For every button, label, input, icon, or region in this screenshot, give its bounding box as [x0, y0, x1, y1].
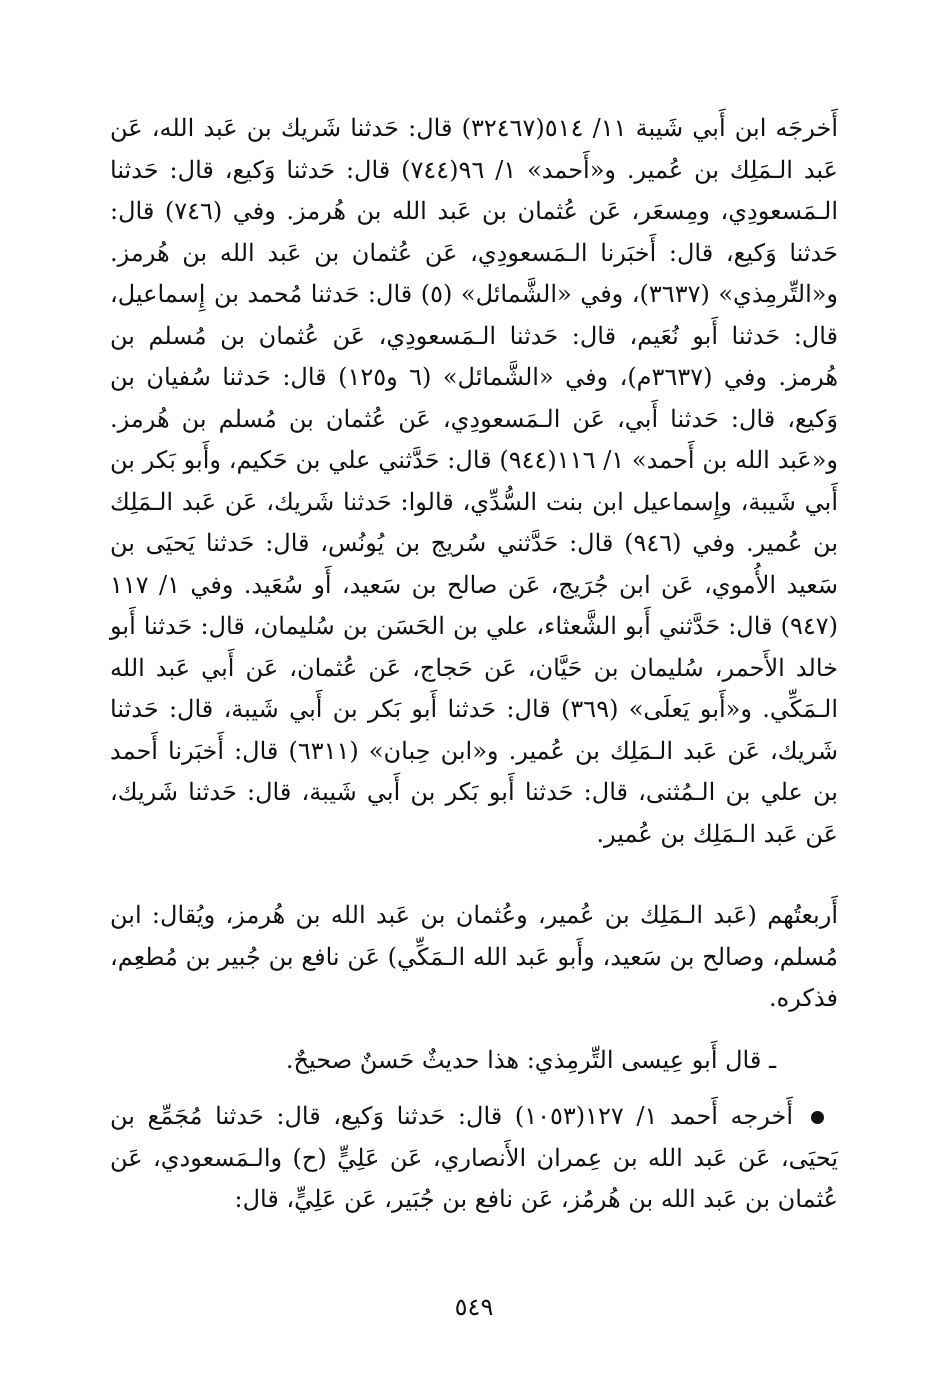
paragraph-bullet-entry: [110, 1096, 838, 1221]
paragraph-takhrij-main: أَخرجَه ابن أَبي شَيبة ١١/ ٥١٤(٣٢٤٦٧) قال: حَدثنا شَريك بن عَبد الله، عَن عَبد الـمَلِك بن عُمير. و«أَحمد» ١/ ٩٦(٧٤٤) قال: حَدثنا وَكيع، قال: حَدثنا الـمَسعودِي، ومِسعَر، عَن عُثمان بن عَبد الله بن هُرمز. وفي (٧٤٦) قال: حَدثنا وَكيع، قال: أَخبَرنا الـمَسعودِي، عَن عُثمان بن عَبد الله بن هُرمز. و«التِّرمِذي» (٣٦٣٧)، وفي «الشَّمائل» (٥) قال: حَدثنا مُحمد بن إِسماعيل، قال: حَدثنا أَبو نُعَيم، قال: حَدثنا الـمَسعودِي، عَن عُثمان بن مُسلم بن هُرمز. وفي (٣٦٣٧م)، وفي «الشَّمائل» (٦ و١٢٥) قال: حَدثنا سُفيان بن وَكيع، قال: حَدثنا أَبي، عَن الـمَسعودِي، عَن عُثمان بن مُسلم بن هُرمز. و«عَبد الله بن أَحمد» ١/ ١١٦(٩٤٤) قال: حَدَّثني علي بن حَكيم، وأَبو بَكر بن أَبي شَيبة، وإِسماعيل ابن بنت السُّدِّي، قالوا: حَدثنا شَريك، عَن عَبد الـمَلِك بن عُمير. وفي (٩٤٦) قال: حَدَّثني سُريج بن يُونُس، قال: حَدثنا يَحيَى بن سَعيد الأُموي، عَن ابن جُرَيج، عَن صالح بن سَعيد، أَو سُعَيد. وفي ١/ ١١٧ (٩٤٧) قال: حَدَّثني أَبو الشَّعثاء، علي بن الحَسَن بن سُليمان، قال: حَدثنا أَبو خالد الأَحمر، سُليمان بن حَيَّان، عَن حَجاج، عَن عُثمان، عَن أَبي عَبد الله الـمَكِّي. و«أَبو يَعلَى» (٣٦٩) قال: حَدثنا أَبو بَكر بن أَبي شَيبة، قال: حَدثنا شَريك، عَن عَبد الـمَلِك بن عُمير. و«ابن حِبان» (٦٣١١) قال: أَخبَرنا أَحمد بن علي بن الـمُثنى، قال: حَدثنا أَبو بَكر بن أَبي شَيبة، قال: حَدثنا شَريك، عَن عَبد الـمَلِك بن عُمير.: [110, 114, 839, 848]
bullet-entry-text: أَخرجه أَحمد ١/ ١٢٧(١٠٥٣) قال: حَدثنا وَكيع، قال: حَدثنا مُجَمِّع بن يَحيَى، عَن عَبد الله بن عِمران الأَنصاري، عَن عَلِيٍّ (ح) والـمَسعودي، عَن عُثمان بن عَبد الله بن هُرمُز، عَن نافع بن جُبَير، عَن عَلِيٍّ، قال:: [110, 1102, 838, 1213]
paragraph-tirmidhi-grading: ـ قال أَبو عِيسى التِّرمِذي: هذا حديثٌ حَسنٌ صحيحٌ.: [285, 1046, 776, 1074]
page-number: ٥٤٩: [454, 1293, 494, 1321]
bullet-dot-icon: [811, 1111, 824, 1124]
paragraph-narrators-summary: أَربعتُهم (عَبد الـمَلِك بن عُمير، وعُثمان بن عَبد الله بن هُرمز، ويُقال: ابن مُسلم، وصالح بن سَعيد، وأَبو عَبد الله الـمَكِّي) عَن نافع بن جُبير بن مُطعِم، فذكره.: [110, 901, 838, 1012]
